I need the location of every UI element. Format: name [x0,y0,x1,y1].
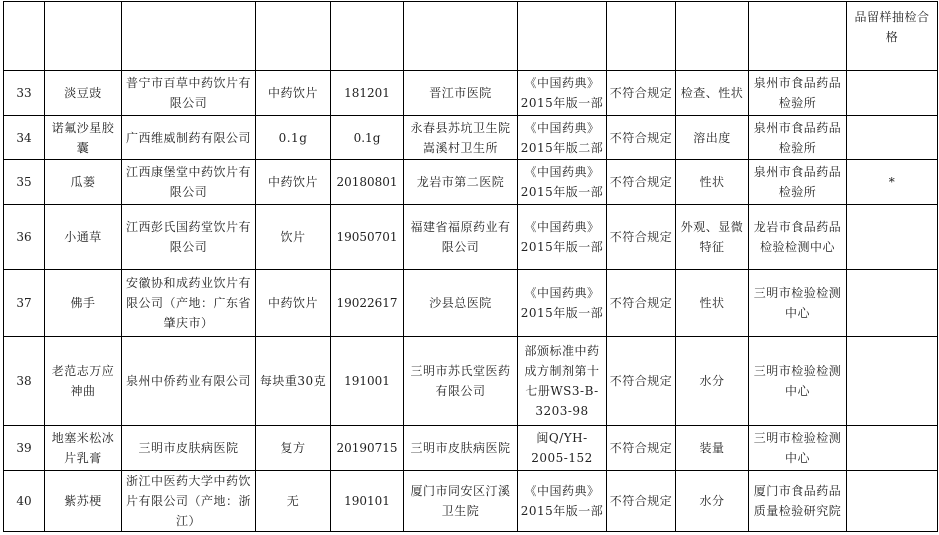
result-cell: 不符合规定 [607,116,676,160]
failed-item-cell: 外观、显微特征 [676,205,749,270]
standard-cell: 部颁标准中药成方制剂第十七册WS3-B-3203-98 [518,337,607,426]
manufacturer-cell: 安徽协和成药业饮片有限公司（产地：广东省肇庆市） [122,270,256,337]
testing-lab-cell: 龙岩市食品药品检验检测中心 [749,205,847,270]
failed-item-cell: 性状 [676,270,749,337]
manufacturer-cell: 浙江中医药大学中药饮片有限公司（产地：浙江） [122,471,256,532]
header-cell [749,2,847,71]
drug-name-cell: 紫苏梗 [45,471,122,532]
row-number-cell: 35 [4,160,45,205]
remark-cell [847,205,938,270]
standard-cell: 《中国药典》2015年版一部 [518,471,607,532]
remark-cell [847,337,938,426]
row-number-cell: 37 [4,270,45,337]
testing-lab-cell: 厦门市食品药品质量检验研究院 [749,471,847,532]
testing-lab-cell: 泉州市食品药品检验所 [749,71,847,116]
standard-cell: 《中国药典》2015年版一部 [518,205,607,270]
table-row [4,471,938,532]
remark-cell [847,71,938,116]
row-number-cell: 39 [4,426,45,471]
remark-cell [847,270,938,337]
specification-cell: 无 [256,471,331,532]
sampled-unit-cell: 晋江市医院 [404,71,518,116]
manufacturer-cell: 江西康堡堂中药饮片有限公司 [122,160,256,205]
specification-cell: 0.1g [256,116,331,160]
remark-cell [847,116,938,160]
drug-name-cell: 佛手 [45,270,122,337]
table-row [4,160,938,205]
header-cell [4,2,45,71]
header-cell [122,2,256,71]
drug-name-cell: 地塞米松冰片乳膏 [45,426,122,471]
testing-lab-cell: 三明市检验检测中心 [749,426,847,471]
batch-number-cell: 190101 [331,471,404,532]
sampled-unit-cell: 龙岩市第二医院 [404,160,518,205]
testing-lab-cell: 泉州市食品药品检验所 [749,116,847,160]
table-row [4,426,938,471]
header-cell [518,2,607,71]
header-cell [256,2,331,71]
failed-item-cell: 水分 [676,471,749,532]
specification-cell: 每块重30克 [256,337,331,426]
sampled-unit-cell: 三明市苏氏堂医药有限公司 [404,337,518,426]
row-number-cell: 38 [4,337,45,426]
drug-name-cell: 小通草 [45,205,122,270]
table-row [4,116,938,160]
remark-cell [847,426,938,471]
manufacturer-cell: 泉州中侨药业有限公司 [122,337,256,426]
standard-cell: 《中国药典》2015年版二部 [518,116,607,160]
sampled-unit-cell: 三明市皮肤病医院 [404,426,518,471]
header-cell [331,2,404,71]
table-row [4,205,938,270]
batch-number-cell: 19050701 [331,205,404,270]
specification-cell: 饮片 [256,205,331,270]
result-cell: 不符合规定 [607,71,676,116]
specification-cell: 中药饮片 [256,71,331,116]
row-number-cell: 40 [4,471,45,532]
drug-name-cell: 淡豆豉 [45,71,122,116]
batch-number-cell: 20190715 [331,426,404,471]
result-cell: 不符合规定 [607,270,676,337]
sampled-unit-cell: 沙县总医院 [404,270,518,337]
failed-item-cell: 检查、性状 [676,71,749,116]
drug-name-cell: 诺氟沙星胶囊 [45,116,122,160]
sampled-unit-cell: 厦门市同安区汀溪卫生院 [404,471,518,532]
standard-cell: 《中国药典》2015年版一部 [518,71,607,116]
result-cell: 不符合规定 [607,160,676,205]
result-cell: 不符合规定 [607,205,676,270]
standard-cell: 《中国药典》2015年版一部 [518,270,607,337]
manufacturer-cell: 广西维威制药有限公司 [122,116,256,160]
header-cell [404,2,518,71]
header-row [4,2,938,71]
header-cell [676,2,749,71]
testing-lab-cell: 三明市检验检测中心 [749,337,847,426]
batch-number-cell: 19022617 [331,270,404,337]
result-cell: 不符合规定 [607,471,676,532]
batch-number-cell: 181201 [331,71,404,116]
specification-cell: 复方 [256,426,331,471]
table-row [4,71,938,116]
sampled-unit-cell: 永春县苏坑卫生院嵩溪村卫生所 [404,116,518,160]
header-cell [45,2,122,71]
manufacturer-cell: 江西彭氏国药堂饮片有限公司 [122,205,256,270]
manufacturer-cell: 普宁市百草中药饮片有限公司 [122,71,256,116]
failed-item-cell: 装量 [676,426,749,471]
table-body [4,71,938,532]
batch-number-cell: 0.1g [331,116,404,160]
standard-cell: 《中国药典》2015年版一部 [518,160,607,205]
sampled-unit-cell: 福建省福原药业有限公司 [404,205,518,270]
header-remark-cell: 品留样抽检合格 [847,2,938,71]
row-number-cell: 36 [4,205,45,270]
specification-cell: 中药饮片 [256,160,331,205]
standard-cell: 闽Q/YH-2005-152 [518,426,607,471]
header-cell [607,2,676,71]
remark-cell [847,471,938,532]
failed-item-cell: 性状 [676,160,749,205]
batch-number-cell: 191001 [331,337,404,426]
remark-cell: * [847,160,938,205]
result-cell: 不符合规定 [607,426,676,471]
testing-lab-cell: 泉州市食品药品检验所 [749,160,847,205]
failed-item-cell: 溶出度 [676,116,749,160]
table-row [4,270,938,337]
row-number-cell: 33 [4,71,45,116]
batch-number-cell: 20180801 [331,160,404,205]
specification-cell: 中药饮片 [256,270,331,337]
row-number-cell: 34 [4,116,45,160]
sampling-results-table [3,1,938,532]
failed-item-cell: 水分 [676,337,749,426]
drug-name-cell: 瓜蒌 [45,160,122,205]
testing-lab-cell: 三明市检验检测中心 [749,270,847,337]
drug-name-cell: 老范志万应神曲 [45,337,122,426]
manufacturer-cell: 三明市皮肤病医院 [122,426,256,471]
result-cell: 不符合规定 [607,337,676,426]
table-row [4,337,938,426]
